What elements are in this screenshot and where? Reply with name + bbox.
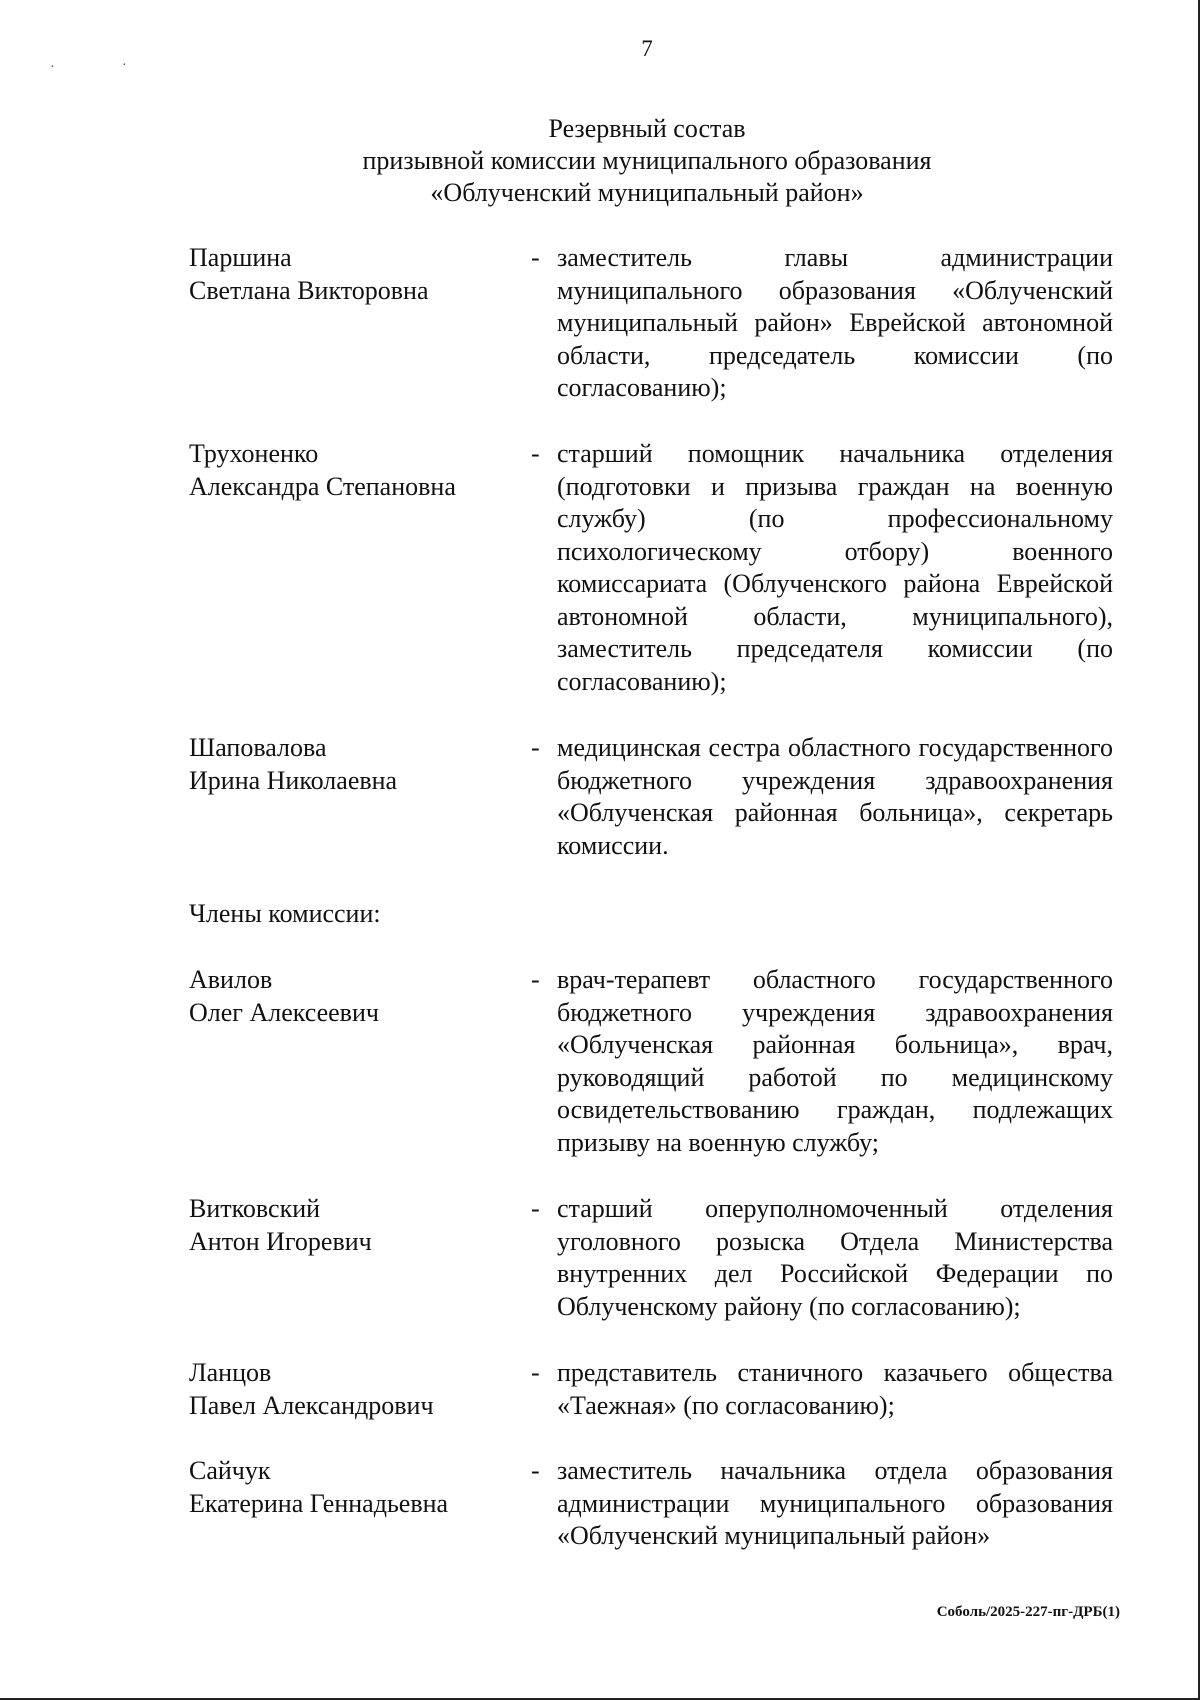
person-description: медицинская сестра областного государственного бюджетного учреждения здравоохранения «Облученская районная больница», секретарь комиссии.	[557, 733, 1113, 860]
person-name	[189, 1193, 509, 1258]
person-given-name: Светлана Викторовна	[189, 275, 429, 305]
person-surname: Сайчук	[189, 1456, 271, 1485]
person-surname: Витковский	[189, 1194, 321, 1223]
dash-separator: -	[531, 1194, 540, 1223]
person-given-name: Олег Алексеевич	[189, 997, 379, 1027]
page-number: 7	[641, 36, 653, 61]
person-surname: Авилов	[189, 965, 273, 994]
person-description: заместитель главы администрации муниципального образования «Облученский муниципальный район» Еврейской автономной области, председатель комиссии (по согласованию);	[557, 243, 1113, 402]
dash-separator: -	[531, 243, 540, 272]
person-given-name: Александра Степановна	[189, 471, 456, 501]
dash-separator: -	[531, 439, 540, 468]
person-name	[189, 242, 509, 307]
person-description: врач-терапевт областного государственного бюджетного учреждения здравоохранения «Облученская районная больница», врач, руководящий работой по медицинскому освидетельствованию граждан, подлежащих призыву на военную службу;	[557, 965, 1113, 1157]
person-description: старший оперуполномоченный отделения уголовного розыска Отдела Министерства внутренних дел Российской Федерации по Облученскому району (по согласованию);	[557, 1194, 1113, 1321]
person-name	[189, 1357, 509, 1422]
document-title	[0, 113, 1200, 209]
title-line-1: Резервный состав	[548, 114, 746, 143]
scan-speck: ·	[50, 60, 55, 75]
person-surname: Трухоненко	[189, 439, 319, 468]
person-name	[189, 438, 509, 503]
person-given-name: Екатерина Геннадьевна	[189, 1488, 449, 1518]
title-line-3: «Облученский муниципальный район»	[430, 178, 864, 207]
person-surname: Ланцов	[189, 1358, 272, 1387]
members-heading: Члены комиссии:	[189, 899, 381, 928]
person-given-name: Антон Игоревич	[189, 1226, 372, 1256]
document-code: Соболь/2025-227-пг-ДРБ(1)	[936, 1604, 1120, 1620]
person-description: заместитель начальника отдела образования администрации муниципального образования «Облученский муниципальный район»	[557, 1456, 1113, 1550]
dash-separator: -	[531, 1456, 540, 1485]
person-name	[189, 1455, 509, 1520]
person-given-name: Павел Александрович	[189, 1390, 434, 1420]
person-surname: Шаповалова	[189, 733, 327, 762]
scan-speck: ·	[122, 58, 127, 73]
person-name	[189, 964, 509, 1029]
title-line-2: призывной комиссии муниципального образования	[362, 146, 932, 175]
person-given-name: Ирина Николаевна	[189, 765, 398, 795]
person-surname: Паршина	[189, 243, 292, 272]
dash-separator: -	[531, 965, 540, 994]
dash-separator: -	[531, 733, 540, 762]
person-description: представитель станичного казачьего общества «Таежная» (по согласованию);	[557, 1358, 1113, 1420]
person-name	[189, 732, 509, 797]
dash-separator: -	[531, 1358, 540, 1387]
person-description: старший помощник начальника отделения (подготовки и призыва граждан на военную службу) (по профессиональному психологическому отбору) военного комиссариата (Облученского района Еврейской автономной области, муниципального), заместитель председателя комиссии (по согласованию);	[557, 439, 1113, 696]
